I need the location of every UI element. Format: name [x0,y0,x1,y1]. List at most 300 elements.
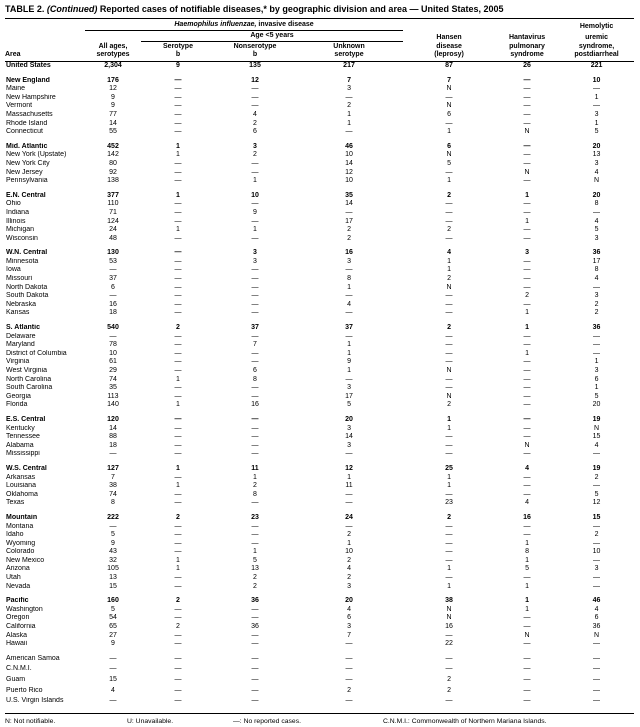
area-name: S. Atlantic [6,324,40,332]
value-cell: 16 [345,249,353,257]
col-header-serotype-b: Serotype b [141,42,215,62]
value-cell: — [251,266,259,274]
value-cell: — [174,208,182,216]
value-cell: 2 [176,513,180,521]
value-cell: 4 [347,605,351,613]
value-cell: 8 [111,499,115,507]
value-cell: 124 [107,217,119,225]
value-cell: N [524,631,530,639]
value-cell: 4 [594,168,599,176]
value-cell: N [594,631,600,639]
value-cell: 14 [345,200,353,208]
value-cell: 6 [347,614,351,622]
value-cell: 36 [251,623,259,631]
table-body [5,62,634,706]
value-cell: — [445,531,453,539]
value-cell: — [251,384,259,392]
value-cell: — [593,85,601,93]
value-cell: 14 [345,159,353,167]
value-cell: 4 [347,565,351,573]
value-cell: 1 [525,349,529,357]
value-cell: N [446,102,452,110]
area-row [5,358,634,367]
value-cell: — [174,367,182,374]
value-cell: 6 [594,614,599,622]
value-cell: 1 [347,367,351,374]
area-name: United States [6,62,51,69]
value-cell: — [174,341,182,349]
area-row [5,442,634,451]
area-name: South Carolina [6,384,53,392]
value-cell: — [445,341,453,349]
value-cell: 2 [594,531,599,539]
division-row [5,143,634,152]
value-cell: — [174,640,182,648]
value-cell: 1 [176,482,180,490]
header-spacer [495,19,559,31]
value-cell: — [523,574,531,582]
value-cell: — [109,332,117,340]
value-cell: — [109,266,117,274]
value-cell: — [445,384,453,392]
value-cell: 10 [109,349,117,357]
value-cell: — [523,283,531,291]
value-cell: 4 [594,275,599,283]
division-row [5,597,634,606]
value-cell: — [593,341,601,349]
area-name: Oregon [6,614,30,622]
value-cell: — [251,640,259,648]
value-cell: 1 [525,556,529,564]
value-cell: — [174,697,182,705]
value-cell: — [523,676,531,683]
h-influenzae-label-rest: invasive disease [256,21,314,28]
value-cell: 1 [347,341,351,349]
value-cell: — [345,697,353,705]
value-cell: — [345,499,353,507]
area-row [5,333,634,342]
area-name: Pennsylvania [6,177,48,185]
value-cell: 3 [594,110,599,118]
area-row [5,341,634,350]
value-cell: — [523,415,531,423]
value-cell: — [345,375,353,383]
value-cell: — [593,686,601,694]
value-cell: — [593,102,601,110]
area-row [5,120,634,129]
value-cell: — [345,309,353,317]
value-cell: 46 [592,597,601,605]
value-cell: 43 [109,548,117,556]
value-cell: 5 [253,556,257,564]
value-cell: 3 [253,257,257,265]
area-name: Colorado [6,548,35,556]
value-cell: 1 [594,358,599,366]
value-cell: — [523,208,531,216]
value-cell: — [251,168,259,176]
value-cell: — [523,151,531,159]
value-cell: 1 [525,191,529,199]
area-name: E.N. Central [6,191,46,199]
value-cell: 2 [347,102,351,110]
value-cell: — [445,490,453,498]
area-row [5,540,634,549]
value-cell: 1 [525,582,529,590]
value-cell: 4 [525,464,529,472]
value-cell: — [523,623,531,631]
value-cell: — [445,375,453,383]
value-cell: — [523,531,531,539]
value-cell: — [251,531,259,539]
value-cell: — [523,384,531,392]
area-row [5,266,634,275]
value-cell: 2 [176,623,180,631]
area-row [5,218,634,227]
value-cell: 8 [594,200,599,208]
value-cell: 55 [109,128,117,136]
value-cell: — [523,424,531,432]
value-cell: 176 [107,76,119,84]
value-cell: 74 [109,490,117,498]
value-cell: — [593,450,601,458]
continued-label: (Continued) [46,4,98,14]
value-cell: 3 [347,441,351,449]
value-cell: 1 [447,266,451,274]
value-cell: 8 [253,490,257,498]
value-cell: 2 [447,513,451,521]
notifiable-diseases-table [5,18,634,706]
area-row [5,301,634,310]
value-cell: — [523,275,531,283]
value-cell: 1 [176,151,180,159]
value-cell: 71 [109,208,117,216]
value-cell: — [345,292,353,300]
value-cell: 17 [345,392,353,400]
value-cell: 18 [109,309,117,317]
area-name: California [6,623,36,631]
value-cell: 1 [447,565,451,573]
value-cell: 36 [592,623,601,631]
value-cell: — [251,424,259,432]
value-cell: — [523,522,531,530]
value-cell: 3 [347,582,351,590]
col-header-hantavirus-line1: Hantavirus [508,33,546,41]
value-cell: — [523,110,531,118]
value-cell: 7 [111,473,115,481]
value-cell: — [523,119,531,127]
area-name: Nebraska [6,300,36,308]
value-cell: 2 [447,676,451,683]
area-name: Maine [6,85,26,93]
area-row [5,565,634,574]
value-cell: N [446,367,452,374]
value-cell: 9 [111,640,115,648]
value-cell: 27 [109,631,117,639]
value-cell: 14 [109,424,117,432]
value-cell: 13 [109,574,117,582]
value-cell: 1 [594,384,599,392]
value-cell: 1 [176,191,180,199]
value-cell: 5 [111,605,115,613]
value-cell: — [523,142,531,150]
value-cell: — [174,539,182,547]
value-cell: — [523,490,531,498]
area-name: American Samoa [6,654,60,662]
value-cell: 3 [347,623,351,631]
value-cell: 15 [592,513,601,521]
value-cell: — [345,654,353,662]
value-cell: 3 [594,159,599,167]
area-name: New Jersey [6,168,43,176]
value-cell: — [523,686,531,694]
area-name: Connecticut [6,128,43,136]
table-header [5,19,634,62]
value-cell: — [445,574,453,582]
value-cell: — [174,119,182,127]
area-row [5,292,634,301]
value-cell: — [523,697,531,705]
value-cell: 61 [109,358,117,366]
division-row [5,77,634,86]
value-cell: 35 [109,384,117,392]
value-cell: N [594,177,600,185]
value-cell: — [345,266,353,274]
value-cell: — [251,292,259,300]
value-cell: 5 [347,401,351,409]
value-cell: — [445,450,453,458]
value-cell: — [251,450,259,458]
value-cell: N [446,85,452,93]
value-cell: — [174,665,182,673]
value-cell: — [174,159,182,167]
value-cell: 3 [347,384,351,392]
value-cell: 36 [592,324,601,332]
value-cell: — [251,358,259,366]
value-cell: 1 [253,177,257,185]
value-cell: N [446,614,452,622]
value-cell: — [445,200,453,208]
area-row [5,258,634,267]
value-cell: 38 [445,597,453,605]
value-cell: 2 [176,597,180,605]
area-name: New York City [6,159,50,167]
area-name: Indiana [6,208,29,216]
value-cell: 2 [253,574,257,582]
area-row [5,632,634,641]
value-cell: — [445,309,453,317]
value-cell: — [174,392,182,400]
value-cell: — [174,309,182,317]
value-cell: 127 [107,464,119,472]
header-row-3 [5,42,634,62]
area-row [5,623,634,632]
value-cell: N [524,128,530,136]
area-name: Idaho [6,531,24,539]
value-cell: 2 [447,324,451,332]
value-cell: 1 [447,473,451,481]
value-cell: — [174,473,182,481]
value-cell: 4 [447,249,451,257]
value-cell: 7 [447,76,451,84]
value-cell: 24 [345,513,353,521]
value-cell: 23 [445,499,453,507]
value-cell: — [445,217,453,225]
value-cell: 8 [525,548,529,556]
area-row [5,177,634,186]
value-cell: 1 [176,375,180,383]
value-cell: — [251,283,259,291]
value-cell: 1 [525,597,529,605]
value-cell: 13 [592,151,601,159]
col-header-hus-rest: syndrome, postdiarrheal [559,42,634,62]
value-cell: 20 [592,401,601,409]
value-cell: 4 [594,605,599,613]
area-name: U.S. Virgin Islands [6,697,64,705]
value-cell: — [593,349,601,357]
value-cell: — [445,539,453,547]
value-cell: — [109,292,117,300]
value-cell: 14 [345,433,353,441]
value-cell: — [251,275,259,283]
footnote-item: N: Not notifiable. [5,717,56,725]
area-row [5,235,634,244]
area-name: Tennessee [6,433,40,441]
value-cell: — [174,85,182,93]
value-cell: 36 [592,249,601,257]
area-row [5,499,634,508]
value-cell: 2 [347,686,351,694]
area-name: Hawaii [6,640,28,648]
division-row [5,324,634,333]
value-cell: 1 [525,605,529,613]
value-cell: — [593,640,601,648]
value-cell: 11 [345,482,353,490]
value-cell: 20 [592,191,601,199]
value-cell: 140 [107,401,119,409]
area-name: Georgia [6,392,31,400]
value-cell: 221 [590,62,603,69]
value-cell: — [445,300,453,308]
value-cell: 6 [253,128,257,136]
value-cell: 12 [592,499,601,507]
area-row [5,640,634,649]
value-cell: 1 [347,349,351,357]
area-name: W.N. Central [6,249,48,257]
value-cell: 160 [107,597,119,605]
value-cell: 12 [109,85,117,93]
value-cell: — [174,631,182,639]
value-cell: — [251,697,259,705]
value-cell: 9 [176,62,180,69]
value-cell: 5 [594,392,599,400]
value-cell: 1 [253,548,257,556]
value-cell: 37 [345,324,353,332]
value-cell: N [446,605,452,613]
value-cell: — [174,424,182,432]
value-cell: 110 [107,200,119,208]
value-cell: 9 [111,102,115,110]
area-name: New Mexico [6,556,45,564]
value-cell: 1 [447,424,451,432]
value-cell: — [251,159,259,167]
area-row [5,85,634,94]
value-cell: 15 [109,582,117,590]
value-cell: — [174,76,182,84]
area-row [5,606,634,615]
value-cell: 16 [445,623,453,631]
area-row [5,376,634,385]
value-cell: 8 [594,266,599,274]
value-cell: 4 [594,217,599,225]
value-cell: — [523,226,531,234]
value-cell: 9 [111,93,115,101]
value-cell: — [251,85,259,93]
area-row [5,350,634,359]
value-cell: — [251,614,259,622]
value-cell: 4 [253,110,257,118]
value-cell: — [593,676,601,683]
value-cell: 15 [109,676,117,683]
value-cell: — [174,292,182,300]
value-cell: — [174,332,182,340]
value-cell: — [174,102,182,110]
value-cell: — [251,93,259,101]
value-cell: — [251,332,259,340]
value-cell: — [593,522,601,530]
value-cell: — [593,539,601,547]
area-row [5,169,634,178]
value-cell: — [445,119,453,127]
area-name: Alabama [6,441,34,449]
value-cell: 11 [251,464,259,472]
value-cell: — [523,482,531,490]
value-cell: — [174,433,182,441]
value-cell: 1 [525,217,529,225]
area-name: Louisiana [6,482,36,490]
value-cell: — [445,433,453,441]
value-cell: — [174,614,182,622]
value-cell: 120 [107,415,119,423]
value-cell: — [251,433,259,441]
value-cell: — [523,665,531,673]
value-cell: 80 [109,159,117,167]
value-cell: — [174,522,182,530]
value-cell: — [523,433,531,441]
area-row [5,523,634,532]
value-cell: — [174,110,182,118]
value-cell: — [593,556,601,564]
value-cell: — [174,349,182,357]
value-cell: 17 [592,257,601,265]
area-name: Kansas [6,309,30,317]
value-cell: — [523,102,531,110]
value-cell: 2 [594,473,599,481]
value-cell: 1 [176,142,180,150]
area-name: North Dakota [6,283,48,291]
area-name: Delaware [6,332,36,340]
value-cell: — [445,332,453,340]
division-row [5,249,634,258]
area-name: Alaska [6,631,28,639]
value-cell: — [445,522,453,530]
value-cell: — [445,358,453,366]
value-cell: 26 [523,62,531,69]
value-cell: 4 [111,686,115,694]
area-row [5,687,634,696]
value-cell: — [109,697,117,705]
area-name: C.N.M.I. [6,665,32,673]
value-cell: 6 [447,142,451,150]
